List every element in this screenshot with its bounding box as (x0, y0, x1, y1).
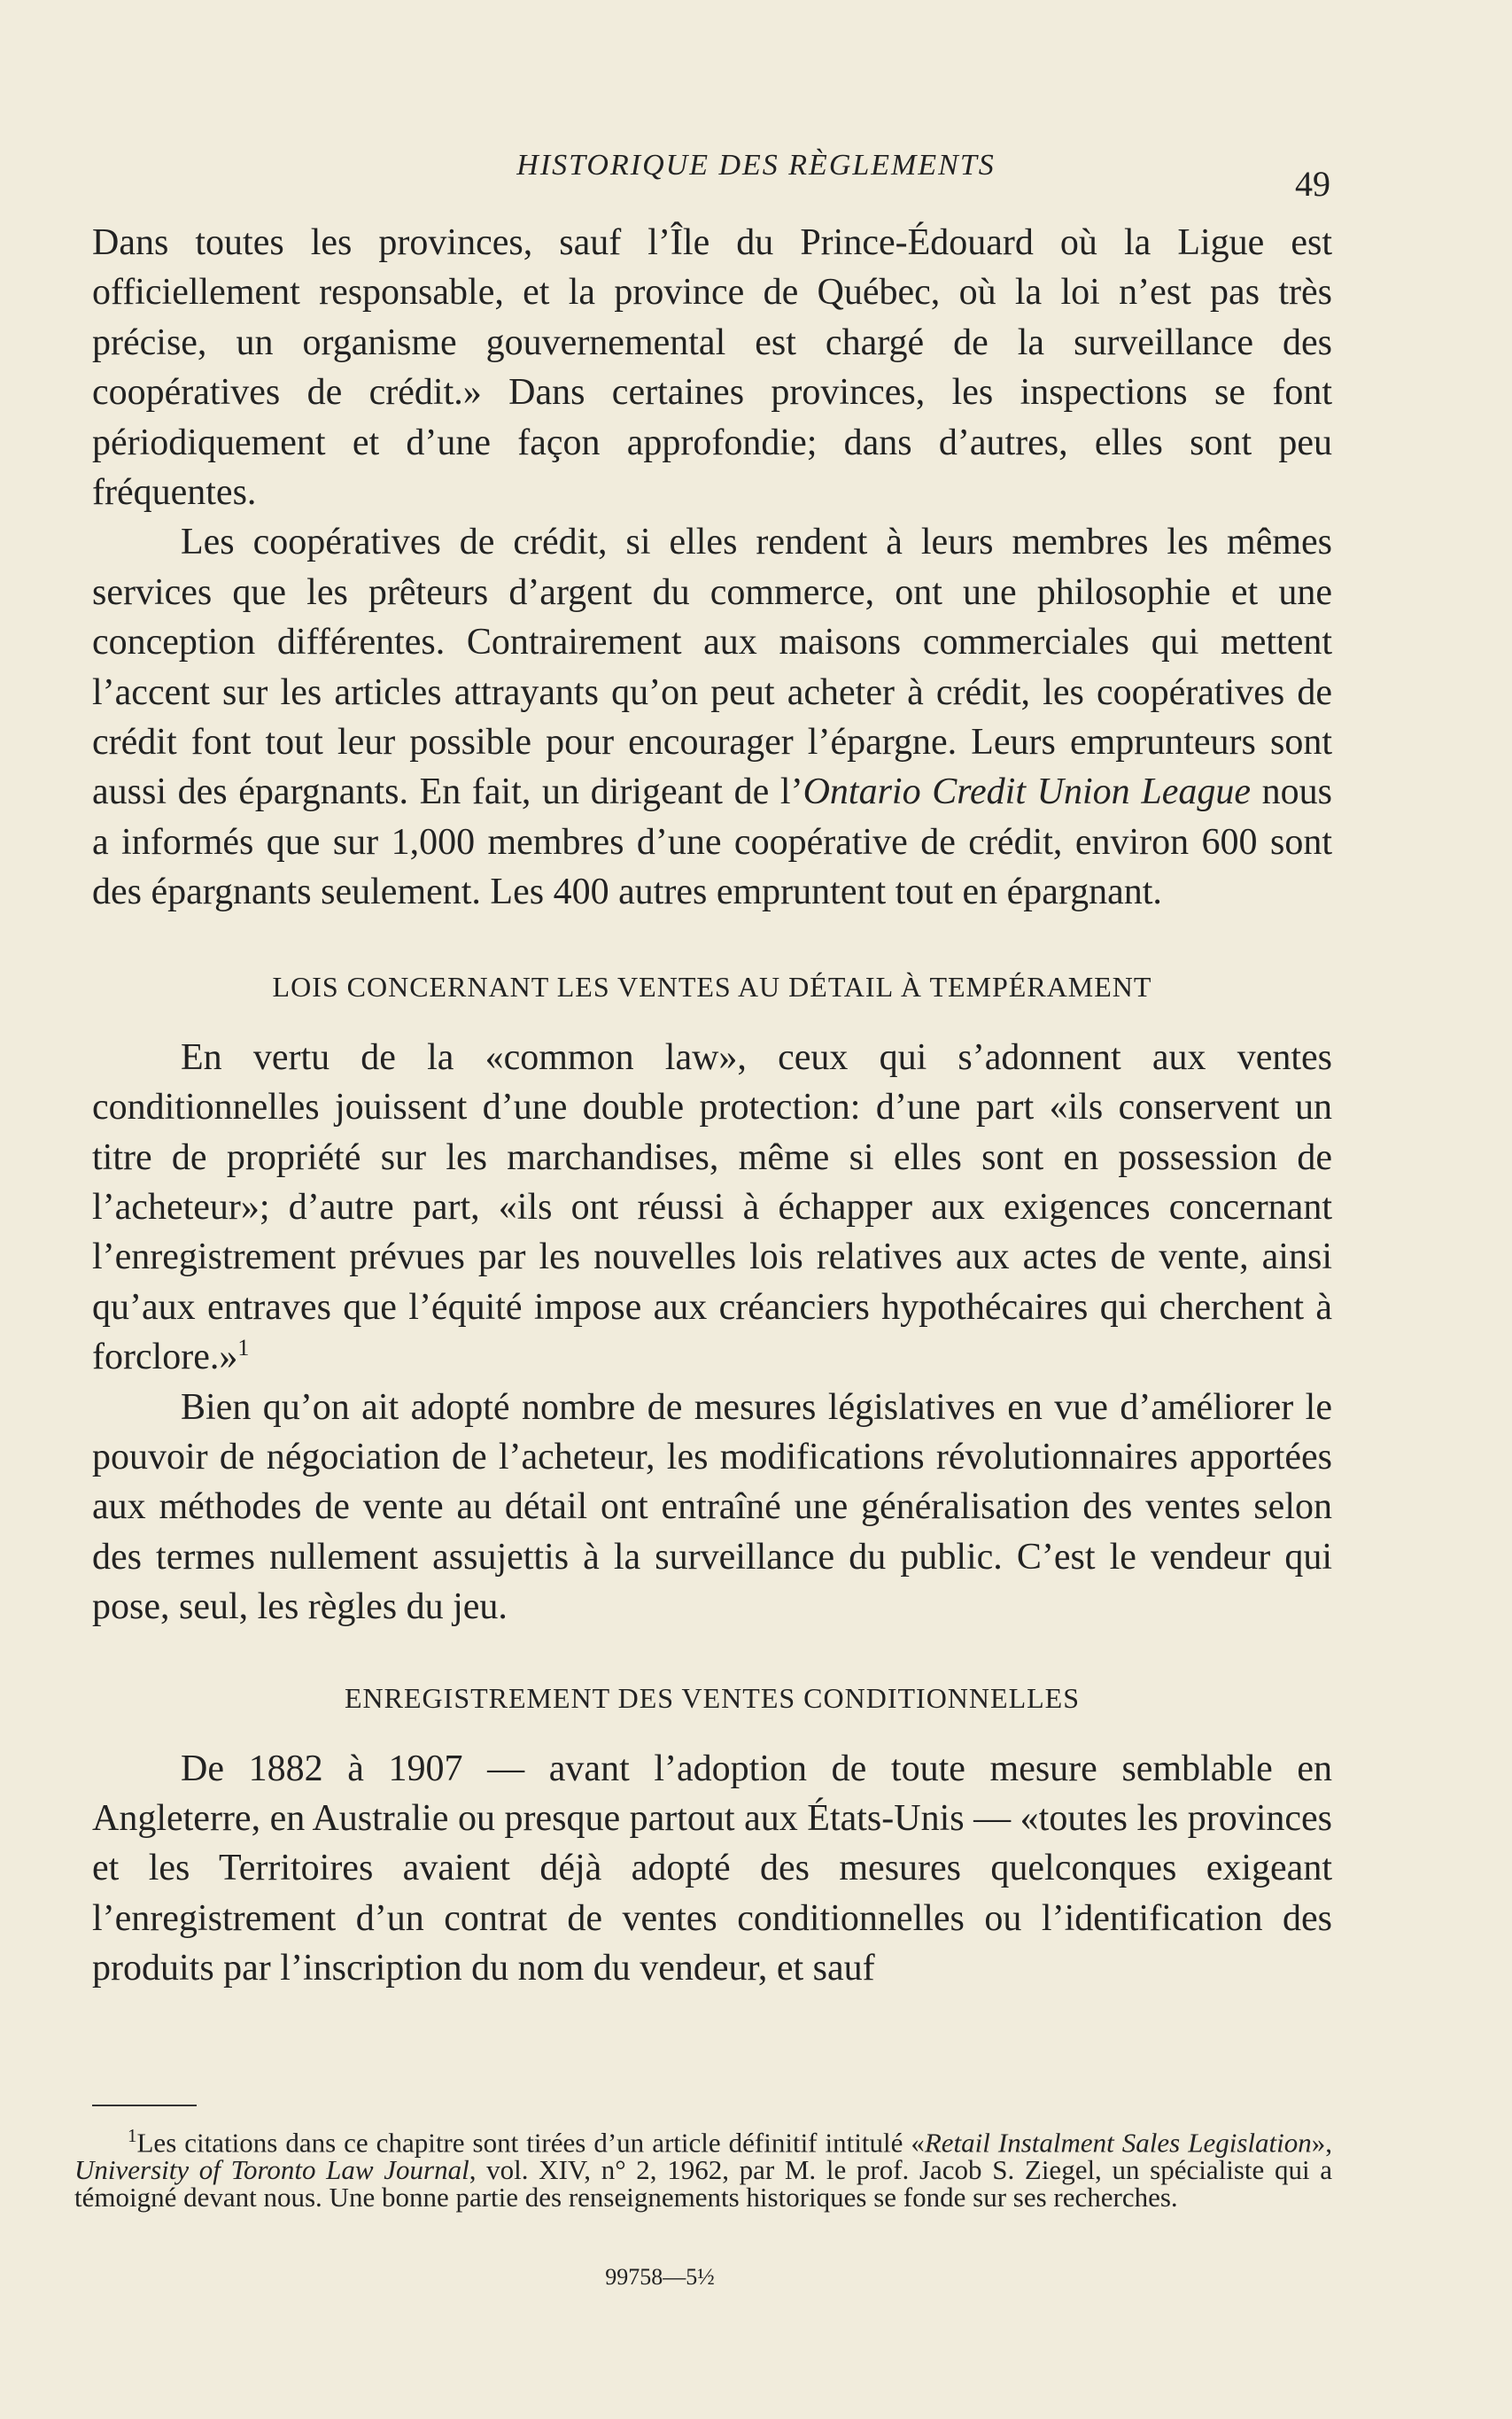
paragraph-5: De 1882 à 1907 — avant l’adoption de toute mesure semblable en Angleterre, en Australie ou presque partout aux États-Unis — «toutes les provinces et les Territoires avaient déjà adopté des mesures quelconques exigeant l’enregistrement d’un contrat de ventes conditionnelles ou l’identification des produits par l’inscription du nom du vendeur, et sauf (92, 1748, 1332, 1989)
paragraph-1: Dans toutes les provinces, sauf l’Île du Prince-Édouard où la Ligue est officiellement responsable, et la province de Québec, où la loi n’est pas très précise, un organisme gouvernemental est chargé de la surveillance des coopératives de crédit.» Dans certaines provinces, les inspections se font périodiquement et d’une façon approfondie; dans d’autres, elles sont peu fréquentes. (92, 222, 1332, 514)
organization-name: Ontario Credit Union League (803, 771, 1251, 813)
section-heading-instalment-laws: LOIS CONCERNANT LES VENTES AU DÉTAIL À TEMPÉRAMENT (272, 970, 1152, 1003)
page-number: 49 (1295, 164, 1330, 204)
footnote-text-middle: », (1311, 2127, 1333, 2159)
paragraph-2 (92, 517, 1332, 917)
paragraph-2-end: nous a informés que sur 1,000 membres d’une coopérative de crédit, environ 600 sont des épargnants seulement. Les 400 autres empruntent tout en épargnant. (92, 771, 1332, 913)
running-title: HISTORIQUE DES RÈGLEMENTS (516, 149, 996, 182)
footnotes (74, 2122, 1333, 2214)
footnote-text-end: , vol. XIV, n° 2, 1962, par M. le prof. Jacob S. Ziegel, un spécialiste qui a témoigné devant nous. Une bonne partie des renseignements historiques se fonde sur ses recherches. (74, 2154, 1332, 2214)
article-title: Retail Instalment Sales Legislation (924, 2127, 1312, 2159)
footnote-marker: 1 (128, 2125, 137, 2146)
section-heading-registration: ENREGISTREMENT DES VENTES CONDITIONNELLES (345, 1681, 1080, 1714)
paragraph-2-start: Les coopératives de crédit, si elles rendent à leurs membres les mêmes services que les prêteurs d’argent du commerce, ont une philosophie et une conception différentes. Contrairement aux maisons commerciales qui mettent l’accent sur les articles attrayants qu’on peut acheter à crédit, les coopératives de crédit font tout leur possible pour encourager l’épargne. Leurs emprunteurs sont aussi des épargnants. En fait, un dirigeant de l’ (92, 522, 1332, 813)
footnote-divider (92, 2105, 197, 2106)
footnote-reference: 1 (237, 1335, 250, 1361)
footnote-1 (74, 2122, 1333, 2214)
paragraph-4: Bien qu’on ait adopté nombre de mesures législatives en vue d’améliorer le pouvoir de négociation de l’acheteur, les modifications révolutionnaires apportées aux méthodes de vente au détail ont entraîné une généralisation des ventes selon des termes nullement assujettis à la surveillance du public. C’est le vendeur qui pose, seul, les règles du jeu. (92, 1386, 1332, 1628)
paragraph-3-text: En vertu de la «common law», ceux qui s’adonnent aux ventes conditionnelles jouissent d’une double protection: d’une part «ils conservent un titre de propriété sur les marchandises, même si elles sont en possession de l’acheteur»; d’autre part, «ils ont réussi à échapper aux exigences concernant l’enregistrement prévues par les nouvelles lois relatives aux actes de vente, ainsi qu’aux entraves que l’équité impose aux créanciers hypothécaires qui cherchent à forclore.» (92, 1036, 1332, 1378)
paragraph-3 (92, 1033, 1332, 1383)
journal-title: University of Toronto Law Journal (74, 2154, 469, 2186)
body-text (92, 218, 1332, 1994)
footnote-text-start: Les citations dans ce chapitre sont tirées d’un article définitif intitulé « (136, 2127, 925, 2159)
printer-signature: 99758—5½ (605, 2264, 715, 2290)
